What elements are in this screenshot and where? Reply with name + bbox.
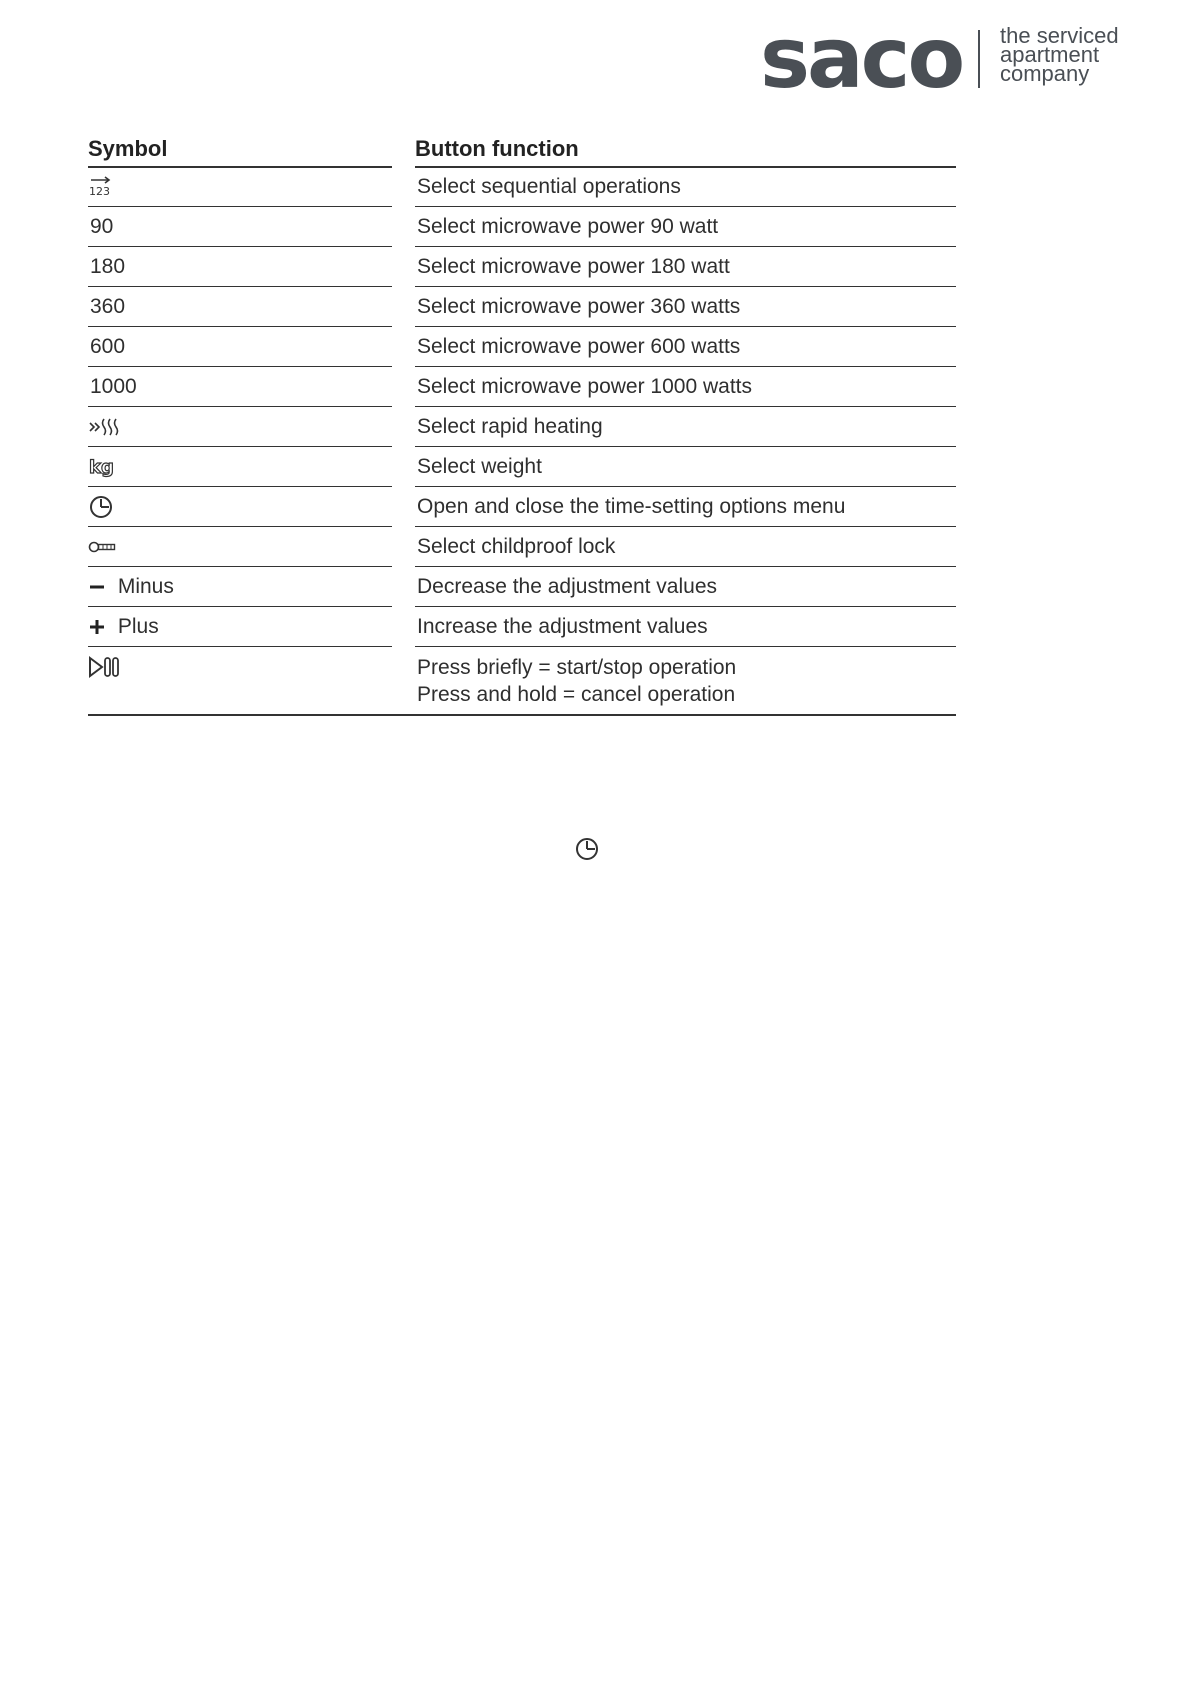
function-cell (415, 568, 956, 607)
header-symbol: Symbol (88, 136, 168, 161)
function-text: Select microwave power 180 watt (417, 255, 730, 278)
saco-logo (760, 9, 1180, 107)
table-header (88, 128, 956, 168)
header-function-cell (415, 128, 956, 168)
svg-text:123: 123 (89, 185, 110, 199)
symbol-cell (88, 288, 392, 327)
table-row (88, 488, 956, 528)
tagline-line: company (1000, 61, 1090, 86)
symbol-text: 180 (90, 255, 126, 278)
sequence-123-icon (88, 174, 114, 200)
function-cell (415, 288, 956, 327)
table-row (88, 288, 956, 328)
header-symbol-cell (88, 128, 392, 168)
function-cell (415, 168, 956, 207)
symbol-cell (88, 608, 392, 647)
function-text: Select microwave power 360 watts (417, 295, 741, 318)
function-cell (415, 608, 956, 647)
key-icon (88, 537, 118, 557)
function-text: Select microwave power 1000 watts (417, 375, 752, 398)
table-row (88, 208, 956, 248)
function-cell (415, 328, 956, 367)
table-bottom-rule (88, 714, 956, 716)
symbol-text: Minus (117, 575, 174, 599)
function-cell (415, 448, 956, 487)
symbol-cell (88, 248, 392, 287)
symbol-cell (88, 448, 392, 487)
symbol-cell (88, 328, 392, 367)
symbol-cell (88, 408, 392, 447)
clock-icon (88, 494, 114, 520)
symbol-text: 360 (90, 295, 126, 318)
minus-icon (88, 577, 112, 597)
symbol-text: 1000 (90, 375, 137, 398)
logo-divider (978, 30, 980, 88)
play-pause-icon (88, 654, 124, 684)
symbol-text: 90 (90, 215, 114, 238)
header-function: Button function (415, 136, 579, 161)
table-row (88, 568, 956, 608)
tagline-line: apartment (1000, 42, 1100, 67)
symbol-text: 600 (90, 335, 126, 358)
table-row (88, 168, 956, 208)
table-row (88, 368, 956, 408)
function-text: Select microwave power 90 watt (417, 215, 719, 238)
function-text: Open and close the time-setting options menu (417, 495, 846, 518)
symbol-cell (88, 488, 392, 527)
table-row (88, 528, 956, 568)
symbol-cell (88, 648, 392, 714)
function-text: Select sequential operations (417, 175, 681, 198)
symbol-cell (88, 528, 392, 567)
table-row (88, 408, 956, 448)
rapid-heat-icon (88, 415, 122, 439)
function-cell (415, 488, 956, 527)
symbol-cell (88, 368, 392, 407)
table-row (88, 248, 956, 288)
plus-icon (88, 617, 112, 637)
tagline-line: the serviced (1000, 23, 1119, 48)
function-text: Select weight (417, 455, 542, 478)
kg-icon (88, 454, 118, 480)
svg-text:kg: kg (89, 457, 114, 479)
symbol-text: Plus (117, 615, 159, 639)
symbol-cell (88, 568, 392, 607)
table-row (88, 648, 956, 716)
table-row (88, 328, 956, 368)
function-text: Increase the adjustment values (417, 615, 708, 638)
function-text: Select rapid heating (417, 415, 603, 438)
symbol-cell (88, 168, 392, 207)
function-cell (415, 528, 956, 567)
function-text: Decrease the adjustment values (417, 575, 717, 598)
function-cell (415, 208, 956, 247)
function-text: Press briefly = start/stop operation (417, 656, 737, 679)
button-function-table (88, 128, 956, 716)
function-cell (415, 408, 956, 447)
table-row (88, 448, 956, 488)
table-row (88, 608, 956, 648)
symbol-cell (88, 208, 392, 247)
logo-wordmark: saco (760, 9, 963, 107)
logo-tagline (1000, 23, 1119, 86)
function-text: Select childproof lock (417, 535, 616, 558)
function-text: Select microwave power 600 watts (417, 335, 741, 358)
clock-icon (574, 836, 600, 862)
function-text: Press and hold = cancel operation (417, 683, 736, 706)
function-cell (415, 248, 956, 287)
function-cell (415, 368, 956, 407)
function-cell (415, 648, 956, 714)
